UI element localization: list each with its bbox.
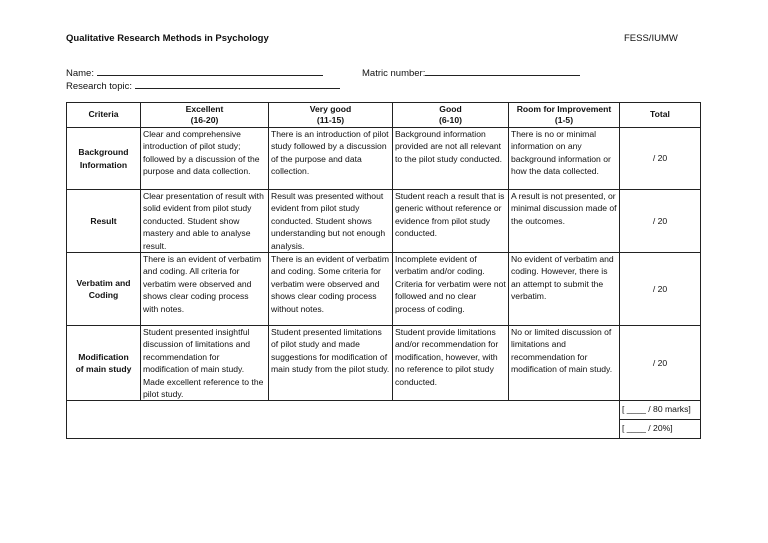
criteria-cell: Background Information bbox=[67, 128, 141, 190]
course-title: Qualitative Research Methods in Psychology bbox=[66, 33, 269, 44]
matric-number-field[interactable] bbox=[362, 66, 580, 79]
research-topic-blank-line[interactable] bbox=[135, 79, 340, 89]
excellent-header: Excellent (16-20) bbox=[141, 103, 269, 128]
excellent-cell: Clear and comprehensive introduction of pilot study; followed by a discussion of the purpose and data collection. bbox=[141, 128, 269, 190]
very-good-cell: There is an introduction of pilot study followed by a discussion of the purpose and data collection. bbox=[269, 128, 393, 190]
faculty-code: FESS/IUMW bbox=[624, 33, 678, 44]
total-cell[interactable]: / 20 bbox=[620, 128, 701, 190]
room-for-improvement-cell: A result is not presented, or minimal discussion made of the outcomes. bbox=[509, 190, 620, 253]
total-cell[interactable]: / 20 bbox=[620, 253, 701, 326]
good-cell: Incomplete evident of verbatim and/or coding. Criteria for verbatim were not followed and no clear process of coding. bbox=[393, 253, 509, 326]
summary-row bbox=[67, 401, 701, 439]
name-blank-line[interactable] bbox=[97, 66, 323, 76]
total-20-percent[interactable]: [ ____ / 20%] bbox=[620, 419, 700, 438]
room-for-improvement-header: Room for Improvement (1-5) bbox=[509, 103, 620, 128]
table-row bbox=[67, 190, 701, 253]
criteria-header: Criteria bbox=[67, 103, 141, 128]
matric-number-label: Matric number: bbox=[362, 68, 426, 79]
marks-summary-cell bbox=[620, 401, 701, 439]
rubric-table bbox=[66, 102, 701, 439]
research-topic-label: Research topic: bbox=[66, 81, 133, 92]
criteria-cell: Result bbox=[67, 190, 141, 253]
good-cell: Student provide limitations and/or recommendation for modification, however, with no reference to pilot study conducted. bbox=[393, 326, 509, 401]
total-header: Total bbox=[620, 103, 701, 128]
excellent-cell: Clear presentation of result with solid evident from pilot study conducted. Student show mastery and able to analyse result. bbox=[141, 190, 269, 253]
good-cell: Background information provided are not all relevant to the pilot study conducted. bbox=[393, 128, 509, 190]
room-for-improvement-cell: No evident of verbatim and coding. However, there is an attempt to submit the verbatim. bbox=[509, 253, 620, 326]
room-for-improvement-cell: No or limited discussion of limitations and recommendation for modification of main study. bbox=[509, 326, 620, 401]
criteria-cell: Modification of main study bbox=[67, 326, 141, 401]
name-label: Name: bbox=[66, 68, 94, 79]
very-good-header: Very good (11-15) bbox=[269, 103, 393, 128]
very-good-cell: There is an evident of verbatim and coding. Some criteria for verbatim were observed and shows clear coding process without notes. bbox=[269, 253, 393, 326]
total-cell[interactable]: / 20 bbox=[620, 190, 701, 253]
total-80-marks[interactable]: [ ____ / 80 marks] bbox=[622, 404, 691, 415]
matric-number-blank-line[interactable] bbox=[425, 66, 580, 76]
excellent-cell: Student presented insightful discussion of limitations and recommendation for modification of main study. Made excellent reference to the pilot study. bbox=[141, 326, 269, 401]
summary-blank-cell bbox=[67, 401, 620, 439]
good-header: Good (6-10) bbox=[393, 103, 509, 128]
excellent-cell: There is an evident of verbatim and coding. All criteria for verbatim were observed and shows clear coding process with notes. bbox=[141, 253, 269, 326]
research-topic-field[interactable] bbox=[66, 79, 340, 92]
table-row bbox=[67, 326, 701, 401]
very-good-cell: Student presented limitations of pilot study and made suggestions for modification of main study from the pilot study. bbox=[269, 326, 393, 401]
header-row bbox=[67, 103, 701, 128]
criteria-cell: Verbatim and Coding bbox=[67, 253, 141, 326]
good-cell: Student reach a result that is generic without reference or evidence from pilot study conducted. bbox=[393, 190, 509, 253]
name-field[interactable] bbox=[66, 66, 323, 79]
very-good-cell: Result was presented without evident from pilot study conducted. Student shows understanding but not enough analysis. bbox=[269, 190, 393, 253]
table-row bbox=[67, 128, 701, 190]
room-for-improvement-cell: There is no or minimal information on any background information or how the data collected. bbox=[509, 128, 620, 190]
table-row bbox=[67, 253, 701, 326]
total-cell[interactable]: / 20 bbox=[620, 326, 701, 401]
